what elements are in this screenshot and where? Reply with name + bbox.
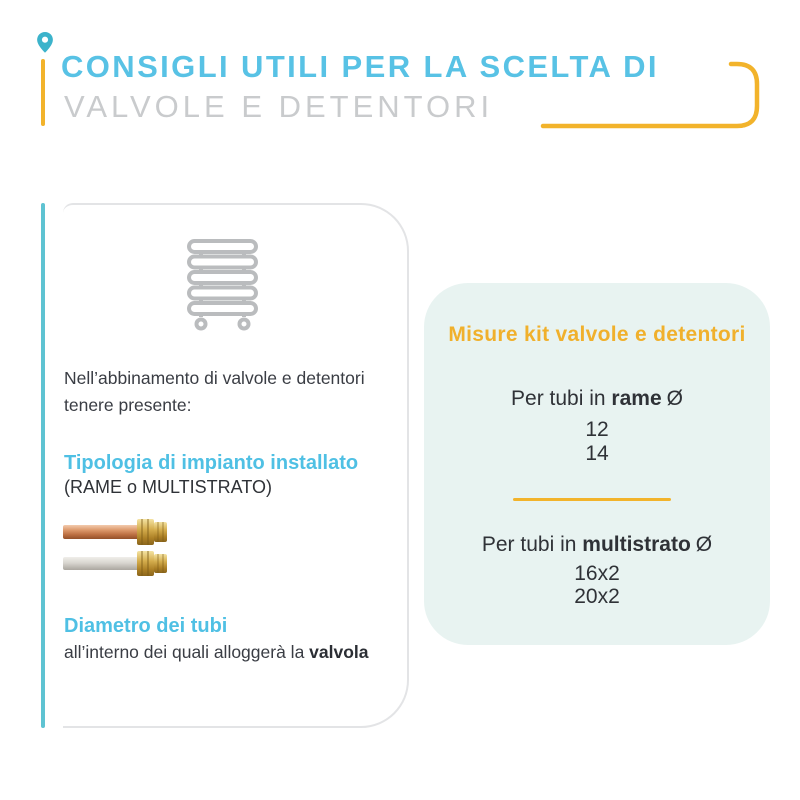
diameter-symbol: Ø — [695, 533, 713, 556]
diametro-text-bold: valvola — [309, 642, 369, 662]
card-accent-line — [41, 203, 45, 728]
multilayer-pipe-image — [63, 551, 167, 576]
section-text-diametro — [64, 639, 369, 666]
page-subtitle: VALVOLE E DETENTORI — [64, 89, 494, 124]
page-title: CONSIGLI UTILI PER LA SCELTA DI — [61, 49, 659, 84]
multilayer-label-prefix: Per tubi in — [481, 533, 583, 556]
section-title-tipologia: Tipologia di impianto installato — [64, 452, 359, 474]
multilayer-size-value: 20x2 — [574, 585, 620, 608]
intro-text — [64, 365, 404, 419]
copper-pipe-image — [63, 519, 167, 545]
copper-size-value: 14 — [585, 442, 609, 465]
diametro-text: all’interno dei quali alloggerà la — [64, 642, 310, 662]
copper-label-prefix: Per tubi in — [511, 387, 612, 410]
location-pin-icon — [36, 31, 54, 54]
multilayer-sizes-label — [424, 533, 770, 557]
multilayer-label-bold: multistrato — [582, 533, 691, 556]
copper-size-value: 12 — [585, 418, 609, 441]
section-title-diametro: Diametro dei tubi — [64, 615, 228, 637]
sizes-card-title: Misure kit valvole e detentori — [448, 323, 746, 346]
diameter-symbol: Ø — [666, 387, 683, 410]
copper-sizes-label — [424, 387, 770, 411]
pipes-images — [63, 510, 169, 582]
title-accent-dash — [41, 59, 45, 126]
intro-line-2: tenere presente: — [64, 395, 192, 415]
radiator-icon — [187, 239, 258, 331]
section-subtitle-materials: (RAME o MULTISTRATO) — [64, 477, 273, 497]
multilayer-size-value: 16x2 — [574, 562, 620, 585]
title-bracket-line — [535, 58, 767, 132]
copper-label-bold: rame — [611, 387, 662, 410]
sizes-divider — [513, 498, 671, 501]
advice-card — [63, 203, 409, 728]
sizes-card — [424, 283, 770, 645]
intro-line-1: Nell’abbinamento di valvole e detentori — [64, 368, 365, 388]
